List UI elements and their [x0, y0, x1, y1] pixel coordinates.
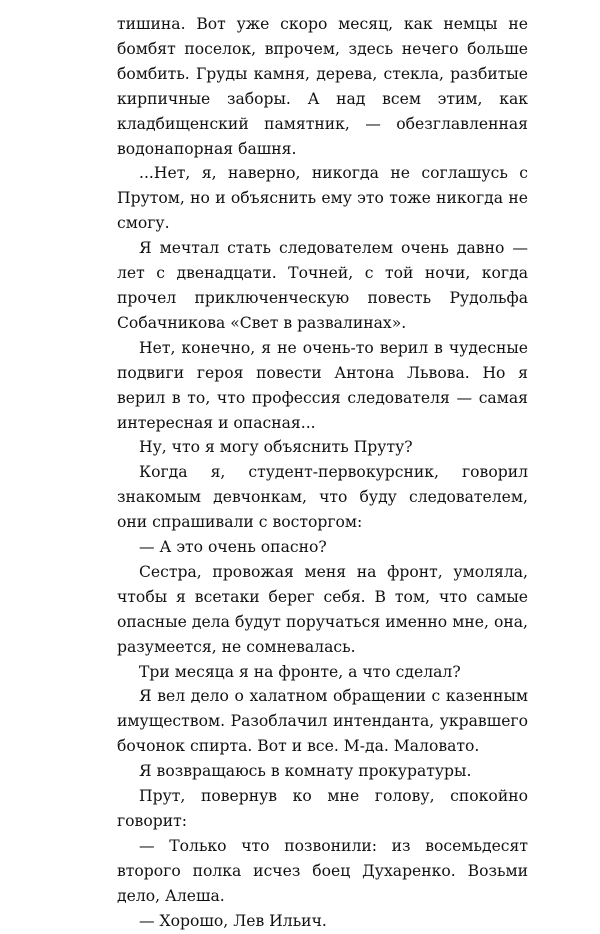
paragraph-4: Нет, конечно, я не очень-то верил в чудесные подвиги героя повести Антона Львова. Но я верил в то, что профессия следователя — самая интересная и опасная... [117, 338, 528, 432]
paragraph-3: Я мечтал стать следователем очень давно — лет с двенадцати. Точней, с той ночи, когда прочел приключенческую повесть Рудольфа Собачникова «Свет в развалинах». [117, 239, 528, 332]
paragraph-13: — Только что позвонили: из восемьдесят второго полка исчез боец Духаренко. Возьми дело, Алеша. [117, 836, 528, 905]
paragraph-9: Три месяца я на фронте, а что сделал? [139, 662, 461, 681]
paragraph-7: — А это очень опасно? [139, 538, 327, 557]
paragraph-6: Когда я, студент-первокурсник, говорил знакомым девчонкам, что буду следователем, они спрашивали с восторгом: [117, 463, 528, 532]
paragraph-14: — Хорошо, Лев Ильич. [139, 911, 327, 930]
paragraph-2: ...Нет, я, наверно, никогда не соглашусь с Прутом, но и объяснить ему это тоже никогда не смогу. [117, 164, 528, 233]
paragraph-8: Сестра, провожая меня на фронт, умоляла, чтобы я всетаки берег себя. В том, что самые опасные дела будут поручаться именно мне, она, разумеется, не сомневалась. [117, 562, 528, 656]
paragraph-11: Я возвращаюсь в комнату прокуратуры. [139, 762, 472, 781]
paragraph-10: Я вел дело о халатном обращении с казенным имуществом. Разоблачил интенданта, укравшего бочонок спирта. Вот и все. М-да. Маловато. [117, 687, 528, 756]
paragraph-1: тишина. Вот уже скоро месяц, как немцы не бомбят поселок, впрочем, здесь нечего больше бомбить. Груды камня, дерева, стекла, разбитые кирпичные заборы. А над всем этим, как кладбищенский памятник, — обезглавленная водонапорная башня. [117, 15, 528, 158]
paragraph-5: Ну, что я могу объяснить Пруту? [139, 438, 413, 457]
paragraph-12: Прут, повернув ко мне голову, спокойно говорит: [117, 787, 528, 830]
